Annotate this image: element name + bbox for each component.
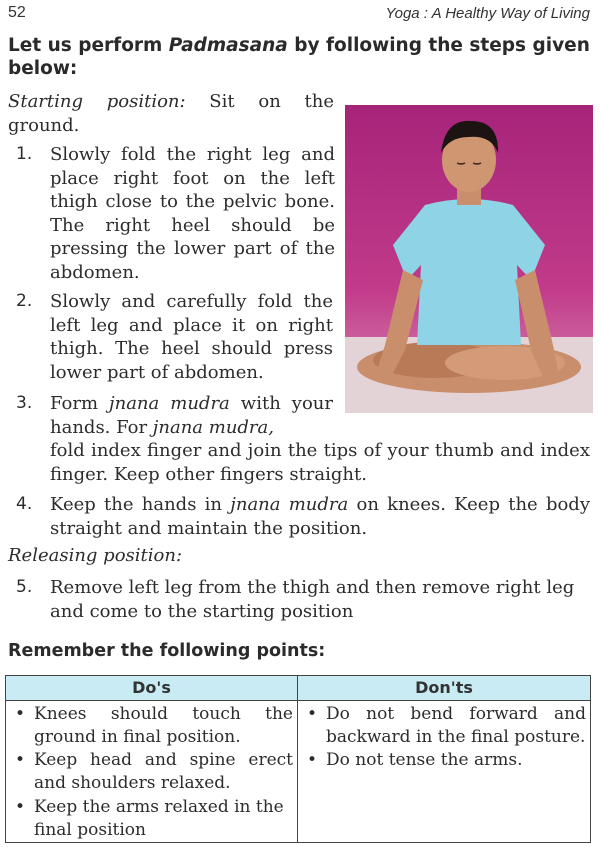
table-header-row <box>6 676 591 701</box>
step-number: 1. <box>16 144 33 164</box>
asana-name: Padmasana <box>168 35 288 56</box>
starting-position <box>8 90 334 137</box>
intro-heading <box>8 34 596 80</box>
step-number: 2. <box>16 291 33 311</box>
page-header <box>8 0 590 26</box>
book-title: Yoga : A Healthy Way of Living <box>385 4 590 22</box>
dos-list <box>12 703 293 843</box>
list-item: • Do not tense the arms. <box>304 749 586 772</box>
step-3 <box>0 392 600 486</box>
step-number: 3. <box>16 393 33 413</box>
list-item: • Keep head and spine erect and shoulders relaxed. <box>12 749 293 796</box>
step-text: Slowly fold the right leg and place right foot on the left thigh close to the pelvic bone. The right heel should be pressing the lower part of the abdomen. <box>50 144 335 283</box>
mudra-term: jnana mudra <box>109 393 230 414</box>
step-1 <box>0 143 600 283</box>
list-item: • Knees should touch the ground in final position. <box>12 703 293 750</box>
step-text: Keep the hands in jnana mudra on knees. Keep the body straight and maintain the position. <box>50 494 590 539</box>
donts-header: Don'ts <box>298 676 591 701</box>
step-text: Remove left leg from the thigh and then remove right leg and come to the starting position <box>50 577 575 622</box>
dos-donts-table <box>5 675 591 843</box>
step-5 <box>0 576 600 624</box>
list-item: • Keep the arms relaxed in the final position <box>12 796 293 843</box>
dos-header: Do's <box>6 676 298 701</box>
step-number: 5. <box>16 577 33 597</box>
list-item: • Do not bend forward and backward in the final posture. <box>304 703 586 750</box>
starting-position-text: Sit on the ground. <box>8 91 334 136</box>
mudra-term: jnana mudra <box>230 494 349 515</box>
mudra-term: jnana mudra, <box>152 416 274 438</box>
starting-position-label: Starting position: <box>8 91 186 112</box>
remember-heading: Remember the following points: <box>8 641 326 661</box>
intro-prefix: Let us perform <box>8 35 169 56</box>
donts-cell <box>298 700 591 843</box>
page-number: 52 <box>8 4 26 21</box>
dos-cell <box>6 700 298 843</box>
step-text: Form jnana mudra with your hands. For jnana mudra, fold index finger and join the tips of your thumb and index finger. Keep other fingers straight. <box>50 393 590 485</box>
releasing-position-label: Releasing position: <box>8 545 183 566</box>
donts-list <box>304 703 586 773</box>
step-4 <box>0 493 600 541</box>
intro-suffix: by following the steps given below: <box>8 35 590 79</box>
table-row <box>6 700 591 843</box>
step-2 <box>0 290 600 384</box>
step-number: 4. <box>16 494 33 514</box>
step-text: Slowly and carefully fold the left leg and place it on right thigh. The heel should press lower part of abdomen. <box>50 291 333 383</box>
